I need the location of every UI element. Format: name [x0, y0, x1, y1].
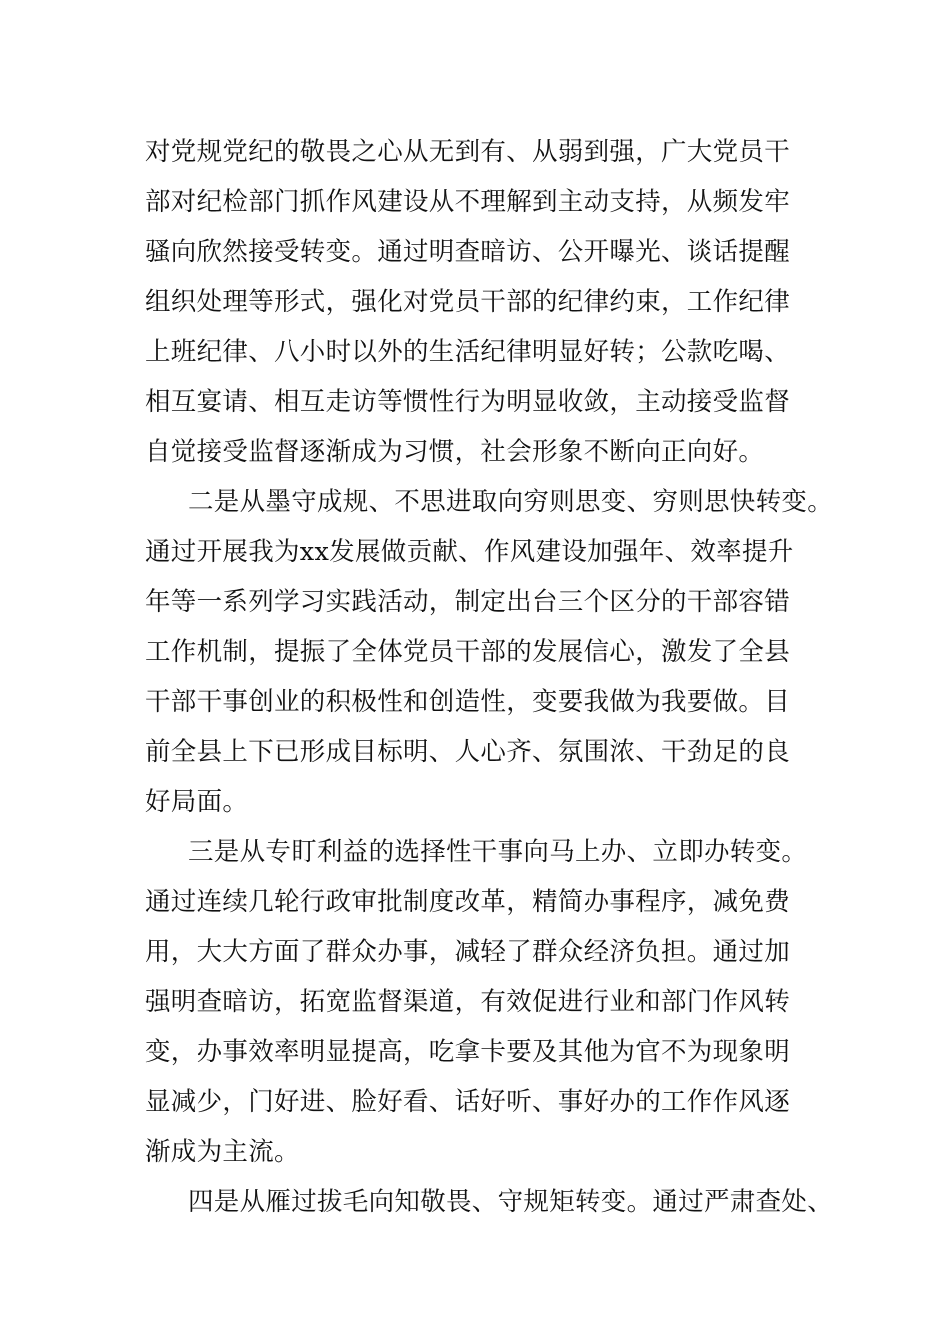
text-line: 自觉接受监督逐渐成为习惯，社会形象不断向正向好。: [145, 437, 765, 467]
text-line: 前全县上下已形成目标明、人心齐、氛围浓、干劲足的良: [145, 737, 791, 767]
text-line: 变，办事效率明显提高，吃拿卡要及其他为官不为现象明: [145, 1037, 791, 1067]
text-line: 渐成为主流。: [145, 1137, 300, 1167]
text-line: 干部干事创业的积极性和创造性，变要我做为我要做。目: [145, 687, 791, 717]
text-line: 相互宴请、相互走访等惯性行为明显收敛，主动接受监督: [145, 387, 791, 417]
text-line: 部对纪检部门抓作风建设从不理解到主动支持，从频发牢: [145, 187, 791, 217]
paragraph-start-line: 三是从专盯利益的选择性干事向马上办、立即办转变。: [188, 837, 808, 867]
text-line: 用，大大方面了群众办事，减轻了群众经济负担。通过加: [145, 937, 791, 967]
paragraph-start-line: 四是从雁过拔毛向知敬畏、守规矩转变。通过严肃查处、: [188, 1187, 834, 1217]
text-line: 好局面。: [145, 787, 249, 817]
text-line: 通过开展我为xx发展做贡献、作风建设加强年、效率提升: [145, 537, 794, 567]
text-line: 骚向欣然接受转变。通过明查暗访、公开曝光、谈话提醒: [145, 237, 791, 267]
text-line: 强明查暗访，拓宽监督渠道，有效促进行业和部门作风转: [145, 987, 791, 1017]
text-line: 显减少，门好进、脸好看、话好听、事好办的工作作风逐: [145, 1087, 791, 1117]
text-line: 上班纪律、八小时以外的生活纪律明显好转；公款吃喝、: [145, 337, 791, 367]
text-line: 工作机制，提振了全体党员干部的发展信心，激发了全县: [145, 637, 791, 667]
text-line: 组织处理等形式，强化对党员干部的纪律约束，工作纪律: [145, 287, 791, 317]
text-line: 通过连续几轮行政审批制度改革，精简办事程序，减免费: [145, 887, 791, 917]
text-line: 年等一系列学习实践活动，制定出台三个区分的干部容错: [145, 587, 791, 617]
paragraph-start-line: 二是从墨守成规、不思进取向穷则思变、穷则思快转变。: [188, 487, 834, 517]
text-line: 对党规党纪的敬畏之心从无到有、从弱到强，广大党员干: [145, 137, 791, 167]
